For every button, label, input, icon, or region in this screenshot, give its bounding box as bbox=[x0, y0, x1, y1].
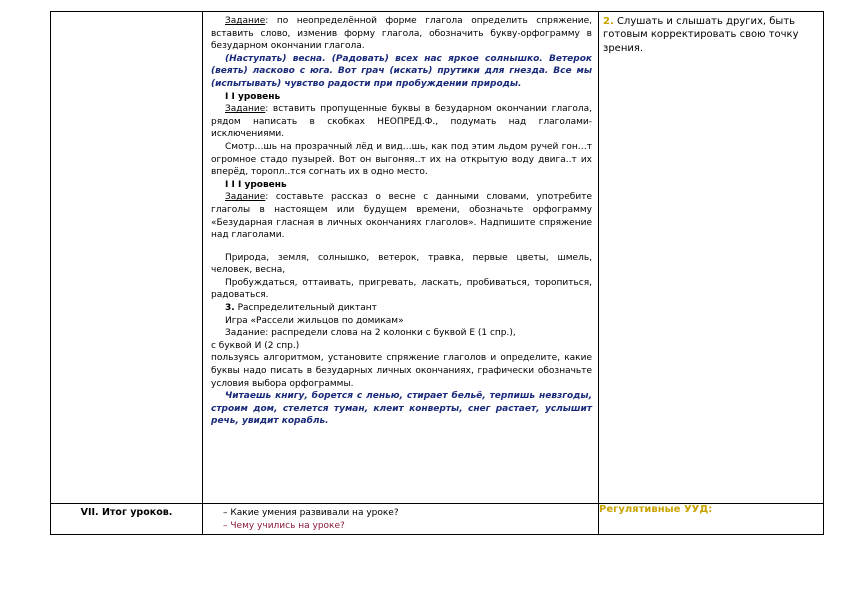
task3-words-nouns: Природа, земля, солнышко, ветерок, травка, первые цветы, шмель, человек, весна, bbox=[211, 252, 592, 276]
task3-label: Задание bbox=[225, 192, 266, 203]
stage-title: VII. Итог уроков. bbox=[51, 504, 203, 535]
task1-example: (Наступать) весна. (Радовать) всех нас яркое солнышко. Ветерок (веять) ласково с юга. Вот грач (искать) прутики для гнезда. Все мы (испытывать) чувство радости при пробуждении природы. bbox=[211, 53, 592, 89]
task4-example: Читаешь книгу, борется с ленью, стирает бельё, терпишь невзгоды, строим дом, стелется туман, клеит конверты, снег растает, услышит речь, увидит корабль. bbox=[211, 391, 592, 427]
uud-text: Слушать и слышать других, быть готовым корректировать свою точку зрения. bbox=[603, 16, 799, 54]
summary-questions-cell bbox=[203, 504, 599, 535]
tasks-cell bbox=[203, 12, 599, 504]
section3-heading bbox=[211, 302, 592, 315]
lesson-table bbox=[50, 11, 824, 535]
question-1: – Какие умения развивали на уроке? bbox=[223, 508, 399, 518]
stage-cell-empty bbox=[51, 12, 203, 504]
task2-paragraph bbox=[211, 103, 592, 141]
task2-text: : вставить пропущенные буквы в безударном окончании глагола, рядом написать в скобках НЕОПРЕД.Ф., подумать над глаголами-исключениями. bbox=[211, 104, 592, 140]
task2-label: Задание bbox=[225, 104, 266, 115]
task1-label: Задание bbox=[225, 16, 266, 26]
level2-heading: I I уровень bbox=[225, 91, 281, 102]
uud-text-block bbox=[599, 12, 823, 57]
regulatory-uud: Регулятивные УУД: bbox=[599, 504, 824, 535]
task4-line2: с буквой И (2 спр.) bbox=[211, 340, 300, 351]
level3-heading: I I I уровень bbox=[225, 179, 287, 190]
task1-text: : по неопределённой форме глагола определить спряжение, вставить слово, изменив форму глагола, обозначить букву-орфограмму в безударном окончании глагола. bbox=[211, 16, 592, 52]
uud-cell bbox=[599, 12, 824, 504]
section3-title: Распределительный диктант bbox=[237, 303, 377, 314]
section3-number: 3. bbox=[225, 303, 235, 314]
task2-example: Смотр…шь на прозрачный лёд и вид…шь, как под этим льдом ручей гон…т огромное стадо пузырей. Вот он выгоняя..т их на открытую воду двига..т их вперёд, торопл..тся согнать их в одно место. bbox=[211, 141, 592, 178]
game-title: Игра «Рассели жильцов по домикам» bbox=[225, 315, 404, 326]
task3-words-verbs: Пробуждаться, оттаивать, пригревать, ласкать, пробиваться, торопиться, радоваться. bbox=[211, 277, 592, 301]
uud-number: 2. bbox=[603, 16, 614, 27]
task3-text: : составьте рассказ о весне с данными словами, употребите глаголы в настоящем или будущем времени, обозначьте орфограмму «Безударная гласная в личных окончаниях глаголов». Надпишите спряжение над глаголами. bbox=[211, 192, 592, 241]
spacer bbox=[211, 242, 592, 252]
table-row-tasks bbox=[51, 12, 824, 504]
table-row-summary bbox=[51, 504, 824, 535]
task1-paragraph bbox=[211, 15, 592, 53]
question-2: – Чему учились на уроке? bbox=[223, 520, 345, 531]
task3-paragraph bbox=[211, 191, 592, 241]
task4-line3: пользуясь алгоритмом, установите спряжение глаголов и определите, какие буквы надо писать в безударных личных окончаниях, графически обозначьте условия выбора орфограммы. bbox=[211, 353, 592, 389]
task4-line1: Задание: распредели слова на 2 колонки с буквой Е (1 спр.), bbox=[225, 328, 516, 339]
